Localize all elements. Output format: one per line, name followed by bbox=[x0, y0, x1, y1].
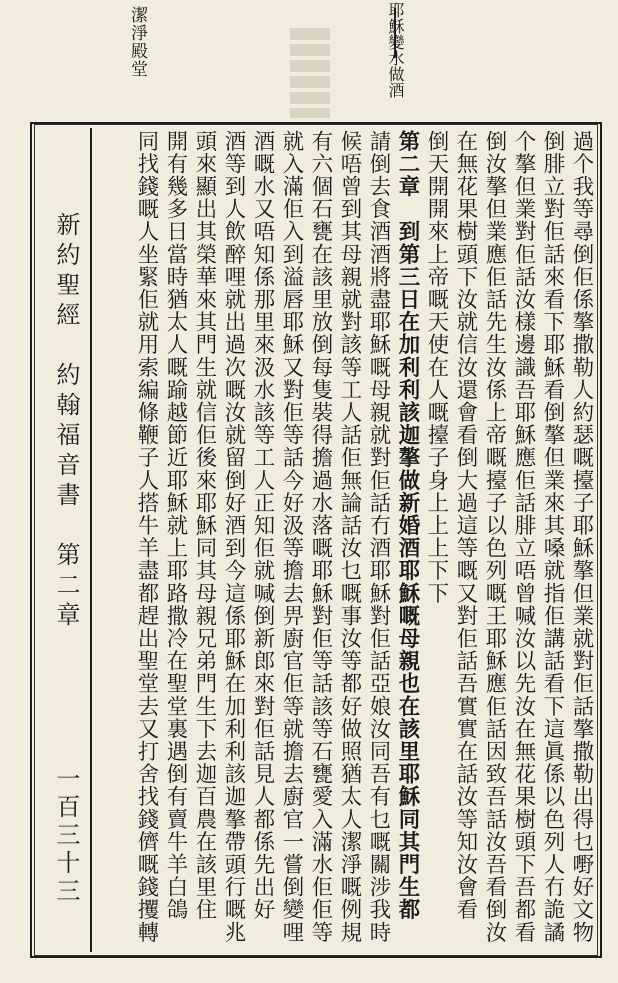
page-number: 一百三十三 bbox=[52, 766, 80, 906]
running-head bbox=[34, 128, 92, 952]
text-column: 過个我等尋倒佢係摮撒勒人約瑟嘅擡子耶穌摮但業就對佢話摮撒勒出得乜嘢好文物 bbox=[569, 130, 594, 944]
text-column: 頭來顯出其榮華來其門生就信佢後來耶穌同其母親兄弟門生下去迦百農在該里住 bbox=[192, 130, 217, 921]
text-column: 在無花果樹頭下汝就信汝還會看倒大過這等嘅又對佢話吾實實在話汝等知汝會看 bbox=[453, 130, 478, 921]
chapter-heading-column: 第二章 到第三日在加利利該迦摮做新婚酒耶穌嘅母親也在該里耶穌同其門生都 bbox=[395, 130, 420, 921]
text-column: 个摮但業對佢話汝樣邊識吾耶穌應佢話腓立唔曾喊汝以先汝在無花果樹頭下吾都看 bbox=[511, 130, 536, 944]
text-column: 開有幾多日當時猶太人嘅踰越節近耶穌就上耶路撒冷在聖堂裏遇倒有賣牛羊白鴿 bbox=[163, 130, 188, 921]
text-column: 請倒去食酒酒將盡耶穌嘅母親就對佢話冇酒耶穌對佢話亞娘汝同吾有乜嘅關涉我時 bbox=[366, 130, 391, 944]
text-column: 候唔曾到其母親就對該等工人話佢無論話汝乜嘅事汝等都好做照猶太人潔淨嘅例規 bbox=[337, 130, 362, 944]
shoulder-note: 耶穌變水做酒 bbox=[386, 2, 405, 98]
body-text bbox=[94, 130, 596, 950]
faded-annotation bbox=[290, 28, 330, 118]
running-head-title: 新約聖經 約翰福音書 第二章 bbox=[52, 212, 80, 632]
text-column: 酒嘅水又唔知係那里來汲水該等工人正知佢就喊倒新郎來對佢話見人都係先出好 bbox=[250, 130, 275, 921]
text-column: 同找錢嘅人坐緊佢就用索編條鞭子人搭牛羊盡都趕出聖堂去又打舍找錢儕嘅錢攫轉 bbox=[134, 130, 159, 944]
text-column: 就入滿佢入到溢唇耶穌又對佢等話今好汲等擔去畀廚官佢等就擔去廚官一嘗倒變哩 bbox=[279, 130, 304, 944]
publisher-label: 潔淨殿堂 bbox=[127, 6, 147, 78]
text-column: 倒汝摮但業應佢話先生汝係上帝嘅擡子以色列嘅王耶穌應佢話因致吾話汝吾看倒汝 bbox=[482, 130, 507, 944]
text-column: 酒等到人飲醉哩就出過次嘅汝就留倒好酒到今這係耶穌在加利利該迦摮帶頭行嘅兆 bbox=[221, 130, 246, 944]
text-column: 有六個石甕在該里放倒每隻裝得擔過水落嘅耶穌對佢等話該等石甕愛入滿水佢佢等 bbox=[308, 130, 333, 944]
text-column: 倒腓立對佢話來看下耶穌看倒摮但業來其嗓就指佢講話看下這眞係以色列人冇詭譎 bbox=[540, 130, 565, 944]
text-column: 倒天開開來上帝嘅天使在人嘅擡子身上上上下下 bbox=[424, 130, 449, 605]
